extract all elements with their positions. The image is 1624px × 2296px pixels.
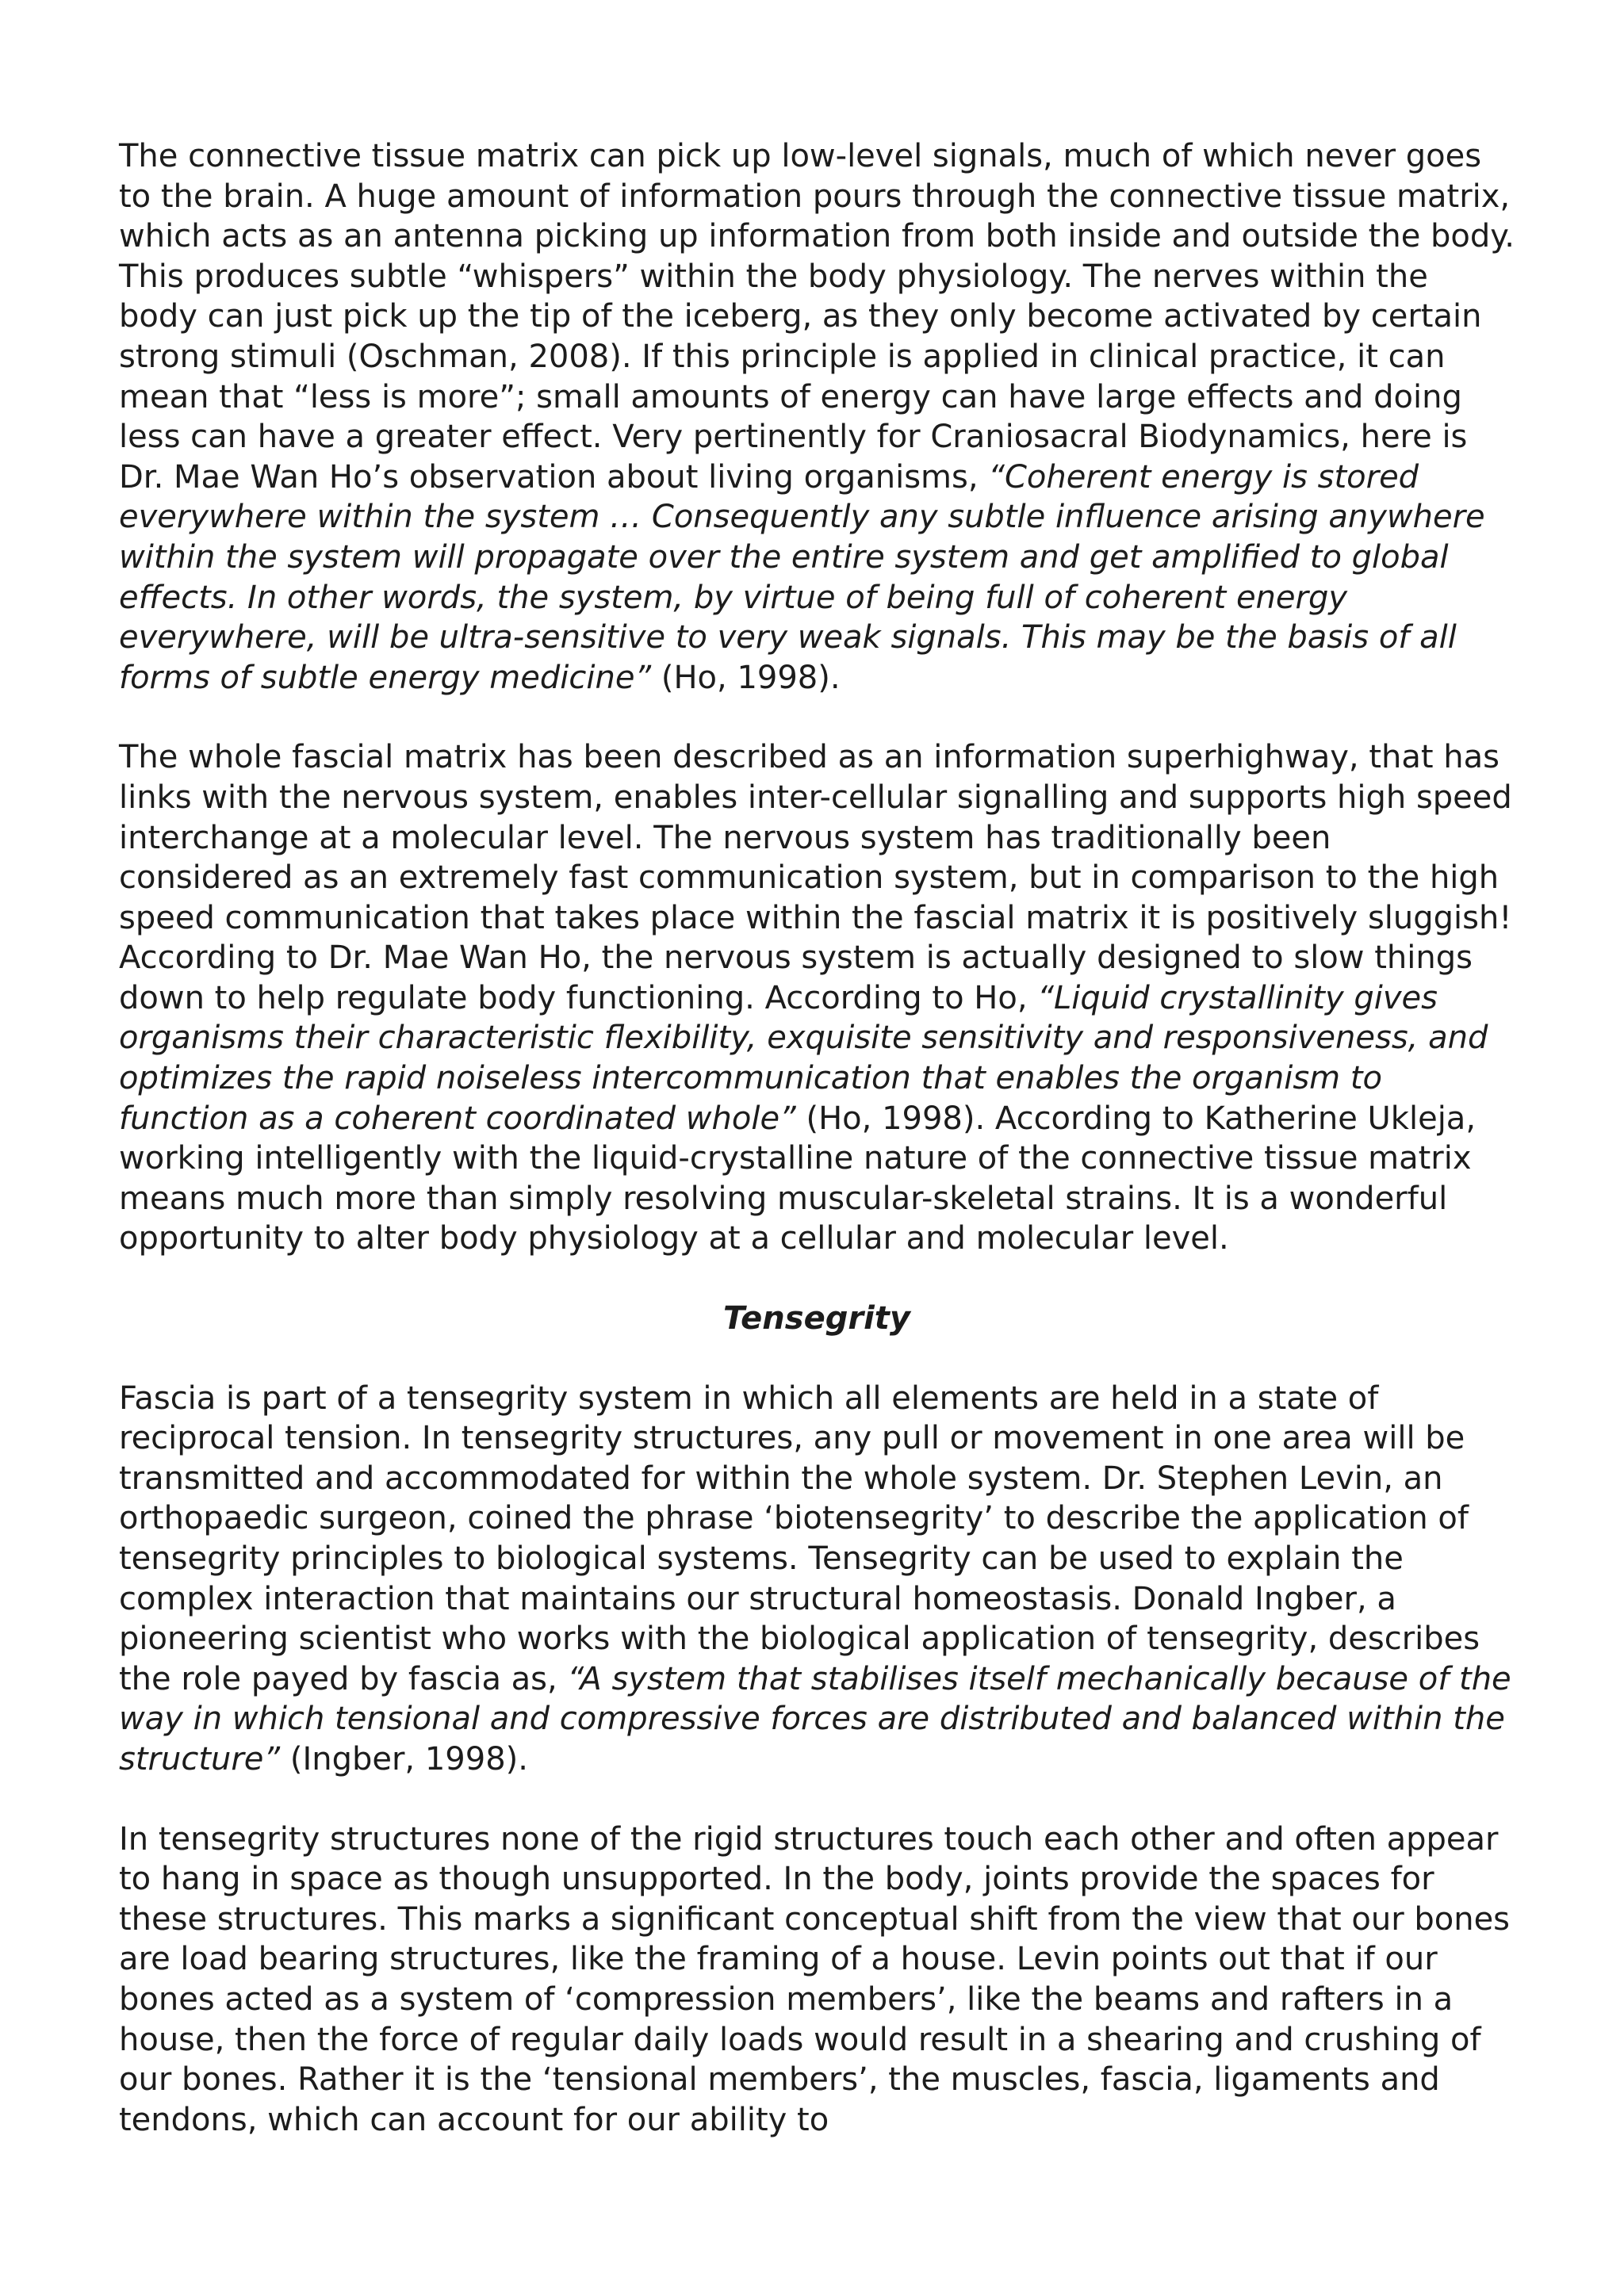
quote-ingber: “A system that stabilises itself mechanically because of the way in which tensional and compressive forces are distributed and balanced within the structure”: [119, 1660, 1511, 1777]
document-page: [119, 136, 1515, 2179]
paragraph-fascia-tensegrity-system: [119, 1379, 1515, 1780]
paragraph-tensegrity-structures: [119, 1820, 1515, 2141]
paragraph-text: Fascia is part of a tensegrity system in which all elements are held in a state of reciprocal tension. In tensegrity structures, any pull or movement in one area will be transmitted and accommodated for within the whole system. Dr. Stephen Levin, an orthopaedic surgeon, coined the phrase ‘biotensegrity’ to describe the application of tensegrity principles to biological systems. Tensegrity can be used to explain the complex interaction that maintains our structural homeostasis. Donald Ingber, a pioneering scientist who works with the biological application of tensegrity, describes the role payed by fascia as,: [119, 1380, 1480, 1697]
citation-text: (Ho, 1998).: [651, 659, 841, 696]
paragraph-text: In tensegrity structures none of the rigid structures touch each other and often appear to hang in space as though unsupported. In the body, joints provide the spaces for these structures. This marks a significant conceptual shift from the view that our bones are load bearing structures, like the framing of a house. Levin points out that if our bones acted as a system of ‘compression members’, like the beams and rafters in a house, then the force of regular daily loads would result in a shearing and crushing of our bones. Rather it is the ‘tensional members’, the muscles, fascia, ligaments and tendons, which can account for our ability to: [119, 1820, 1511, 2138]
paragraph-connective-tissue-matrix: [119, 136, 1515, 698]
paragraph-text: The connective tissue matrix can pick up low-level signals, much of which never goes to the brain. A huge amount of information pours through the connective tissue matrix, which acts as an antenna picking up information from both inside and outside the body. This produces subtle “whispers” within the body physiology. The nerves within the body can just pick up the tip of the iceberg, as they only become activated by certain strong stimuli (Oschman, 2008). If this principle is applied in clinical practice, it can mean that “less is more”; small amounts of energy can have large effects and doing less can have a greater effect. Very pertinently for Craniosacral Biodynamics, here is Dr. Mae Wan Ho’s observation about living organisms,: [119, 138, 1515, 496]
paragraph-text-continued: (Ho, 1998). According to Katherine Ukleja, working intelligently with the liquid-crystalline nature of the connective tissue matrix means much more than simply resolving muscular-skeletal strains. It is a wonderful opportunity to alter body physiology at a cellular and molecular level.: [119, 1100, 1477, 1257]
section-heading-tensegrity: Tensegrity: [723, 1300, 910, 1337]
quote-ho-coherent-energy: “Coherent energy is stored everywhere within the system … Consequently any subtle influence arising anywhere within the system will propagate over the entire system and get amplified to global effects. In other words, the system, by virtue of being full of coherent energy everywhere, will be ultra-sensitive to very weak signals. This may be the basis of all forms of subtle energy medicine”: [119, 458, 1485, 696]
paragraph-text: The whole fascial matrix has been described as an information superhighway, that has links with the nervous system, enables inter-cellular signalling and supports high speed interchange at a molecular level. The nervous system has traditionally been considered as an extremely fast communication system, but in comparison to the high speed communication that takes place within the fascial matrix it is positively sluggish! According to Dr. Mae Wan Ho, the nervous system is actually designed to slow things down to help regulate body functioning. According to Ho,: [119, 739, 1512, 1016]
quote-ho-liquid-crystallinity: “Liquid crystallinity gives organisms their characteristic flexibility, exquisite sensitivity and responsiveness, and optimizes the rapid noiseless intercommunication that enables the organism to function as a coherent coordinated whole”: [119, 979, 1488, 1137]
citation-text: (Ingber, 1998).: [280, 1740, 528, 1777]
paragraph-fascial-matrix: [119, 737, 1515, 1259]
